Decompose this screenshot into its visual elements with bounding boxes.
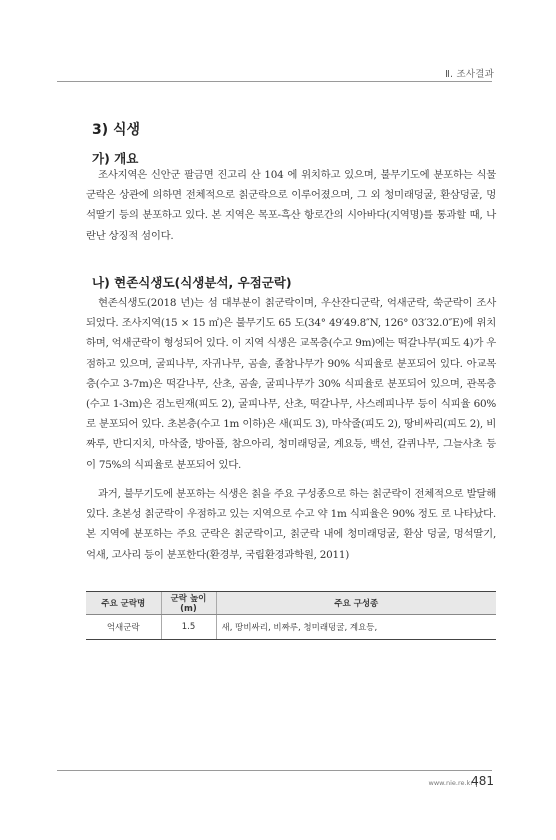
header-species: 주요 구성종 [216, 592, 496, 615]
current-vegetation-heading: 나) 현존식생도(식생분석, 우점군락) [92, 275, 292, 290]
overview-paragraph: 조사지역은 신안군 팔금면 진고리 산 104 에 위치하고 있으며, 불무기도에 분포하는 식물군락은 상관에 의하면 전체적으로 칡군락으로 이루어졌으며, 그 외 청미래덩굴, 환삼덩굴, 멍석딸기 등의 분포하고 있다. 본 지역은 목포-흑산 항로간의 시아바다(지역명)를 통과할 때, 나란난 상징적 섬이다. [86, 169, 496, 242]
header-rule [57, 81, 492, 82]
header-community: 주요 군락명 [86, 592, 161, 615]
cell-community: 억새군락 [86, 615, 161, 640]
overview-heading: 가) 개요 [92, 151, 139, 166]
table-row [86, 615, 496, 640]
vegetation-table [86, 591, 496, 640]
cell-height: 1.5 [161, 615, 216, 640]
cell-species: 새, 땅비싸리, 비짜루, 청미래덩굴, 계요등, [216, 615, 496, 640]
footer-url: www.nie.re.kr [428, 779, 473, 787]
page-number: 481 [471, 774, 494, 788]
current-vegetation-paragraph-2: 과거, 불무기도에 분포하는 식생은 칡을 주요 구성종으로 하는 칡군락이 전체적으로 발달해 있다. 초본성 칡군락이 우점하고 있는 지역으로 수고 약 1m 식피율은 90% 정도 로 나타났다. 본 지역에 분포하는 주요 군락은 칡군락이고, 칡군락 내에 청미래덩굴, 환삼 덩굴, 멍석딸기, 억새, 고사리 등이 분포한다(환경부, 국립환경과학원, 2011) [86, 488, 496, 561]
chapter-header: Ⅱ. 조사결과 [445, 69, 494, 80]
header-height: 군락 높이(m) [161, 592, 216, 615]
footer-rule [57, 770, 492, 771]
table-header-row [86, 592, 496, 615]
section-title: 3) 식생 [92, 122, 141, 138]
current-vegetation-paragraph-1: 현존식생도(2018 년)는 섬 대부분이 칡군락이며, 우산잔디군락, 억새군락, 쑥군락이 조사되었다. 조사지역(15 × 15 ㎡)은 불무기도 65 도(34° 49′49.8″N, 126° 03′32.0″E)에 위치하며, 억새군락이 형성되어 있다. 이 지역 식생은 교목층(수고 9m)에는 떡갈나무(피도 4)가 우점하고 있으며, 굴피나무, 자귀나무, 곰솔, 졸참나무가 90% 식피율로 분포되어 있다. 아교목층(수고 3-7m)은 떡갈나무, 산초, 곰솔, 굴피나무가 30% 식피율로 분포되어 있으며, 관목층(수고 1-3m)은 검노린재(피도 2), 굴피나무, 산초, 떡갈나무, 사스레피나무 등이 식피율 60%로 분포되어 있다. 초본층(수고 1m 이하)은 새(피도 3), 마삭줄(피도 2), 땅비싸리(피도 2), 비짜루, 반디지치, 마삭줄, 방아풀, 참으아리, 청미래덩굴, 계요등, 백선, 갈퀴나무, 그늘사초 등이 75%의 식피율로 분포되어 있다. [86, 297, 496, 471]
